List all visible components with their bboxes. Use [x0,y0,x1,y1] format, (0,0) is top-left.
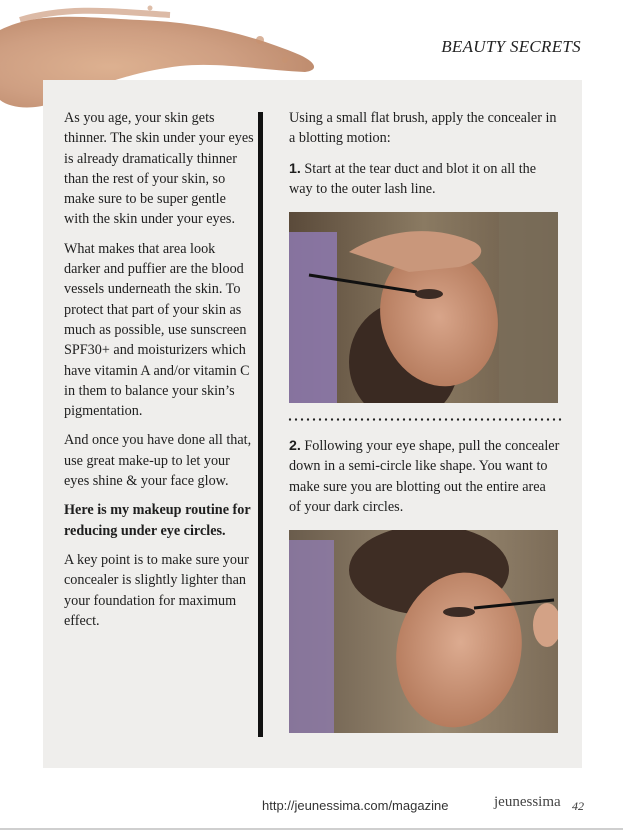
paragraph-key-point: A key point is to make sure your concealer is slightly lighter than your foundation for maximum effect. [64,551,249,629]
step-1-body: Start at the tear duct and blot it on all the way to the outer lash line. [289,160,537,197]
step-2-block [289,436,561,517]
dotted-separator [287,418,563,421]
step-1-text [289,159,561,200]
photo-step-2 [289,530,558,733]
paragraph-makeup: And once you have done all that, use great make-up to let your eyes shine & your face glow. [64,432,252,490]
right-column [289,108,561,199]
page-number: 42 [572,799,584,813]
section-title: BEAUTY SECRETS [441,37,581,56]
column-divider [258,112,263,737]
intro-text: Using a small flat brush, apply the concealer in a blotting motion: [289,110,557,147]
paragraph-routine-heading: Here is my makeup routine for reducing under eye circles. [64,502,251,539]
left-column [64,108,254,640]
step-2-text [289,436,561,517]
paragraph-blood-vessels: What makes that area look darker and puffier are the blood vessels underneath the skin. To protect that part of your skin as much as possible, use sunscreen SPF30+ and moisturizers which have vitamin A and/or vitamin C in them to balance your skin’s pigmentation. [64,240,250,420]
step-2-body: Following your eye shape, pull the concealer down in a semi-circle like shape. You want to make sure you are blotting out the entire area of your dark circles. [289,438,560,515]
step-1-number: 1. [289,160,301,177]
step-2-number: 2. [289,438,301,454]
photo-step-1 [289,212,558,403]
brand-logo: jeunessima [494,794,561,810]
paragraph-skin-aging: As you age, your skin gets thinner. The skin under your eyes is already dramatically thinner than the rest of your skin, so make sure to be super gentle with the skin under your eyes. [64,110,254,228]
bottom-rule [0,828,623,830]
footer-url-link[interactable]: http://jeunessima.com/magazine [262,798,449,813]
